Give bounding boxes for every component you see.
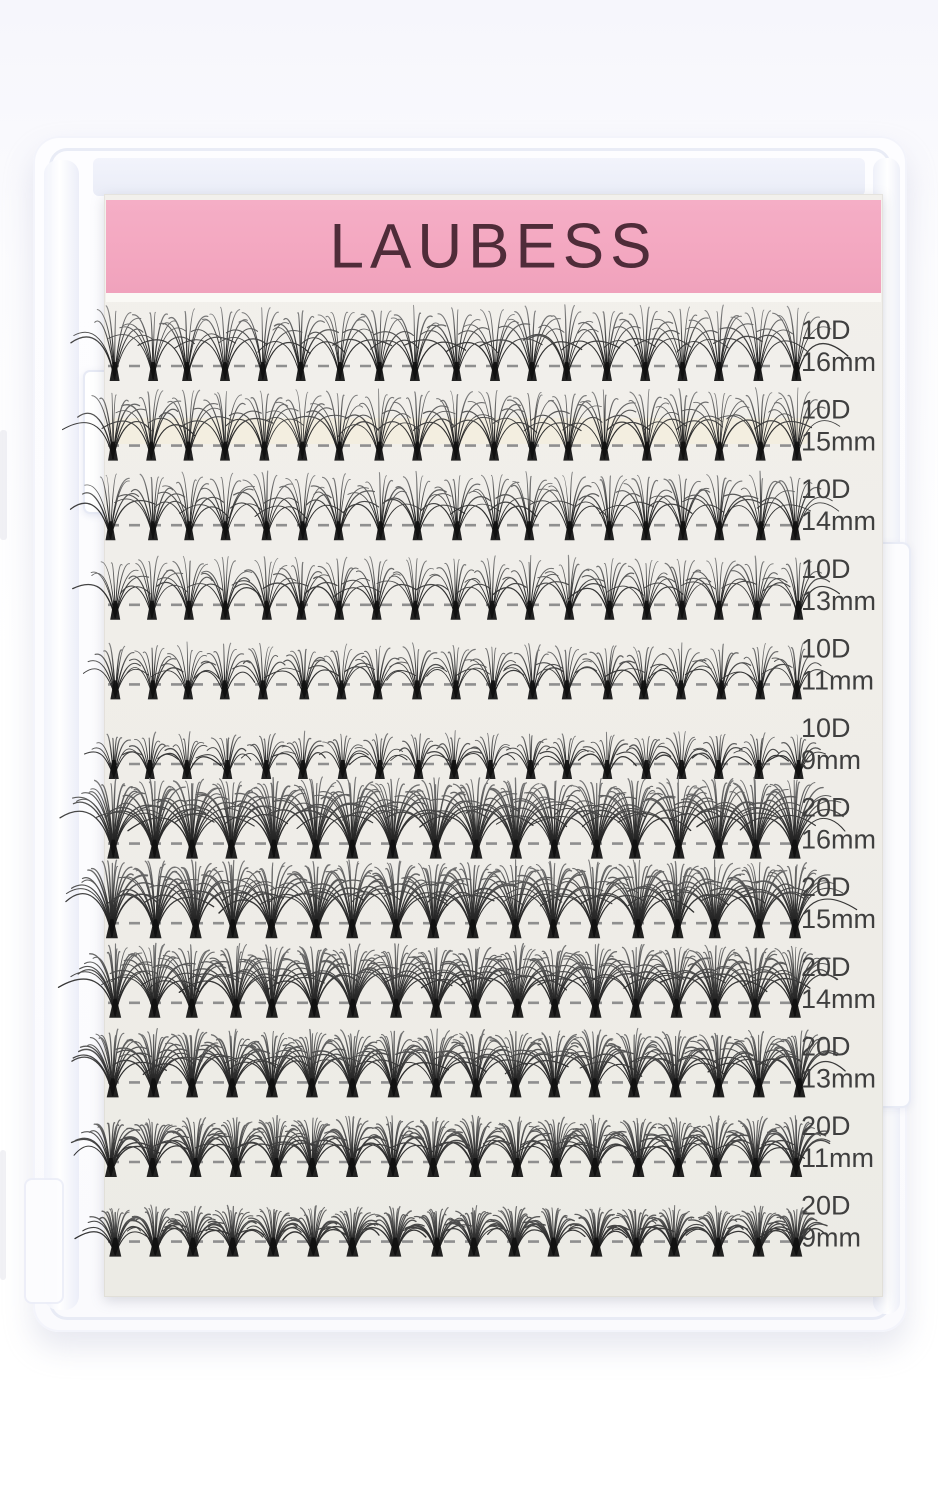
lash-cluster-fans [71, 471, 839, 540]
brand-title: LAUBESS [329, 210, 658, 282]
row-density-label: 10D [801, 553, 851, 584]
lash-cluster-fans [66, 860, 857, 938]
row-length-label: 9mm [801, 1222, 861, 1253]
row-length-label: 9mm [801, 745, 861, 775]
lash-row [83, 633, 874, 699]
row-length-label: 14mm [801, 983, 877, 1014]
row-length-label: 11mm [801, 665, 875, 696]
row-length-label: 15mm [801, 904, 877, 935]
row-length-label: 16mm [801, 824, 877, 855]
row-length-label: 13mm [801, 1063, 877, 1094]
row-density-label: 10D [801, 315, 851, 345]
lash-row [72, 1028, 876, 1097]
row-length-label: 11mm [801, 1143, 875, 1173]
row-length-label: 13mm [801, 585, 877, 616]
row-density-label: 10D [801, 633, 851, 664]
lash-cluster-fans [75, 1205, 827, 1257]
lash-row [71, 305, 876, 381]
lash-cluster-fans [59, 943, 838, 1017]
lash-row [72, 1111, 875, 1177]
lash-row [73, 554, 876, 620]
lash-cluster-fans [60, 777, 845, 859]
row-length-label: 14mm [801, 506, 877, 537]
row-density-label: 10D [801, 474, 851, 505]
lash-row [85, 713, 862, 779]
lash-row [71, 471, 877, 540]
lash-row [66, 860, 876, 938]
lash-cluster-fans [72, 1115, 830, 1177]
row-density-label: 20D [801, 792, 851, 823]
lash-row [75, 1191, 861, 1257]
row-density-label: 20D [801, 1031, 851, 1062]
row-density-label: 10D [801, 713, 851, 743]
lash-cluster-fans [72, 1028, 845, 1097]
lash-row [63, 388, 877, 461]
row-length-label: 15mm [801, 426, 877, 457]
lash-cluster-fans [71, 305, 848, 381]
row-length-label: 16mm [801, 347, 877, 377]
lash-cluster-fans [73, 555, 840, 619]
lash-row [60, 777, 876, 859]
row-density-label: 20D [801, 1111, 851, 1141]
lash-cluster-fans [83, 642, 832, 699]
row-density-label: 20D [801, 1190, 851, 1221]
lash-row [59, 943, 877, 1017]
row-density-label: 20D [801, 872, 851, 903]
row-density-label: 10D [801, 394, 851, 425]
row-density-label: 20D [801, 951, 851, 982]
lash-cluster-fans [85, 731, 826, 779]
lash-cluster-fans [63, 388, 840, 461]
